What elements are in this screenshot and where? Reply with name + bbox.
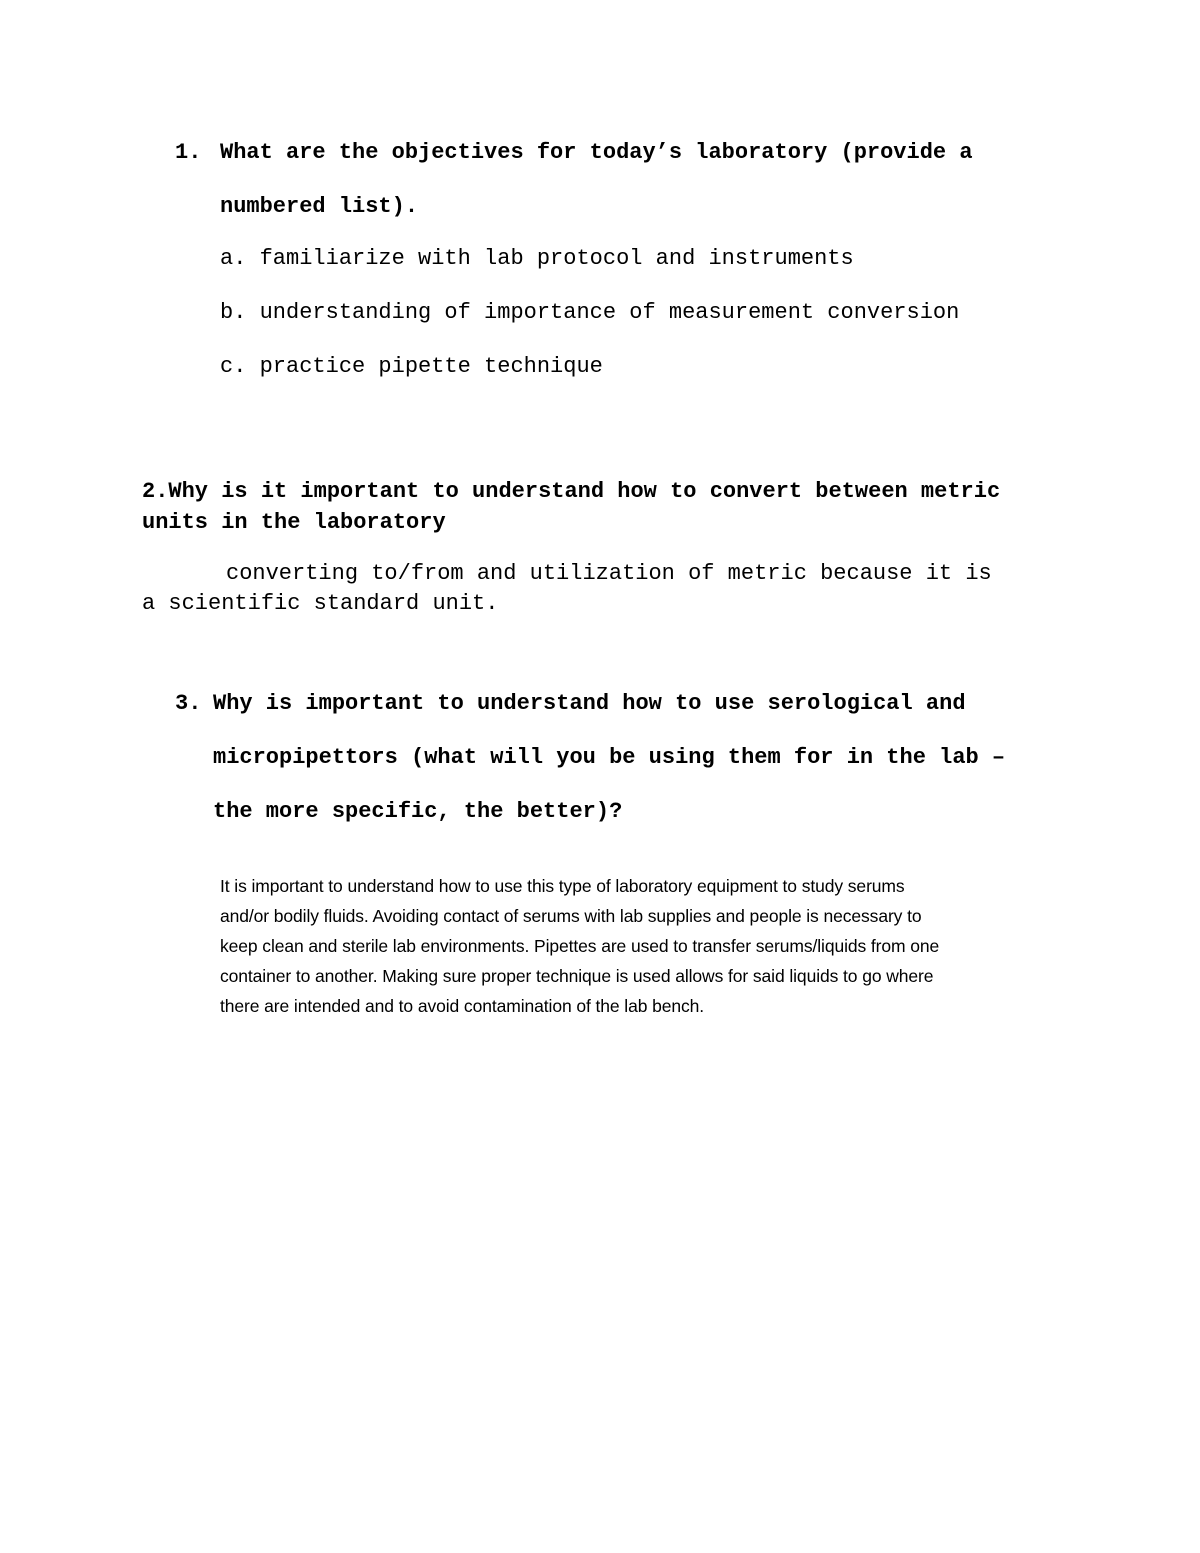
answer-2-line-2: a scientific standard unit.	[142, 591, 499, 616]
answer-3-line-2: and/or bodily fluids. Avoiding contact of serums with lab supplies and people is necessary to	[220, 906, 922, 926]
objective-item-c: c. practice pipette technique	[220, 354, 603, 379]
objective-item-a: a. familiarize with lab protocol and instruments	[220, 246, 854, 271]
question-1-text-line-1: What are the objectives for today’s laboratory (provide a	[220, 140, 973, 165]
question-3-text-line-3: the more specific, the better)?	[213, 799, 623, 824]
answer-3-line-1: It is important to understand how to use this type of laboratory equipment to study serums	[220, 876, 905, 896]
question-3-text-line-1: Why is important to understand how to use serological and	[213, 691, 966, 716]
question-3-number: 3.	[175, 691, 202, 716]
objective-item-b: b. understanding of importance of measurement conversion	[220, 300, 960, 325]
question-2-text-line-2: units in the laboratory	[142, 510, 446, 535]
answer-3-line-5: there are intended and to avoid contamination of the lab bench.	[220, 996, 705, 1016]
answer-2-line-1: converting to/from and utilization of metric because it is	[226, 561, 992, 586]
question-1-number: 1.	[175, 140, 202, 165]
answer-3-line-4: container to another. Making sure proper technique is used allows for said liquids to go where	[220, 966, 934, 986]
answer-3-line-3: keep clean and sterile lab environments. Pipettes are used to transfer serums/liquids from one	[220, 936, 940, 956]
question-1-text-line-2: numbered list).	[220, 194, 419, 219]
question-3-text-line-2: micropipettors (what will you be using them for in the lab –	[213, 745, 1006, 770]
question-2-text-line-1: 2.Why is it important to understand how to convert between metric	[142, 479, 1001, 504]
